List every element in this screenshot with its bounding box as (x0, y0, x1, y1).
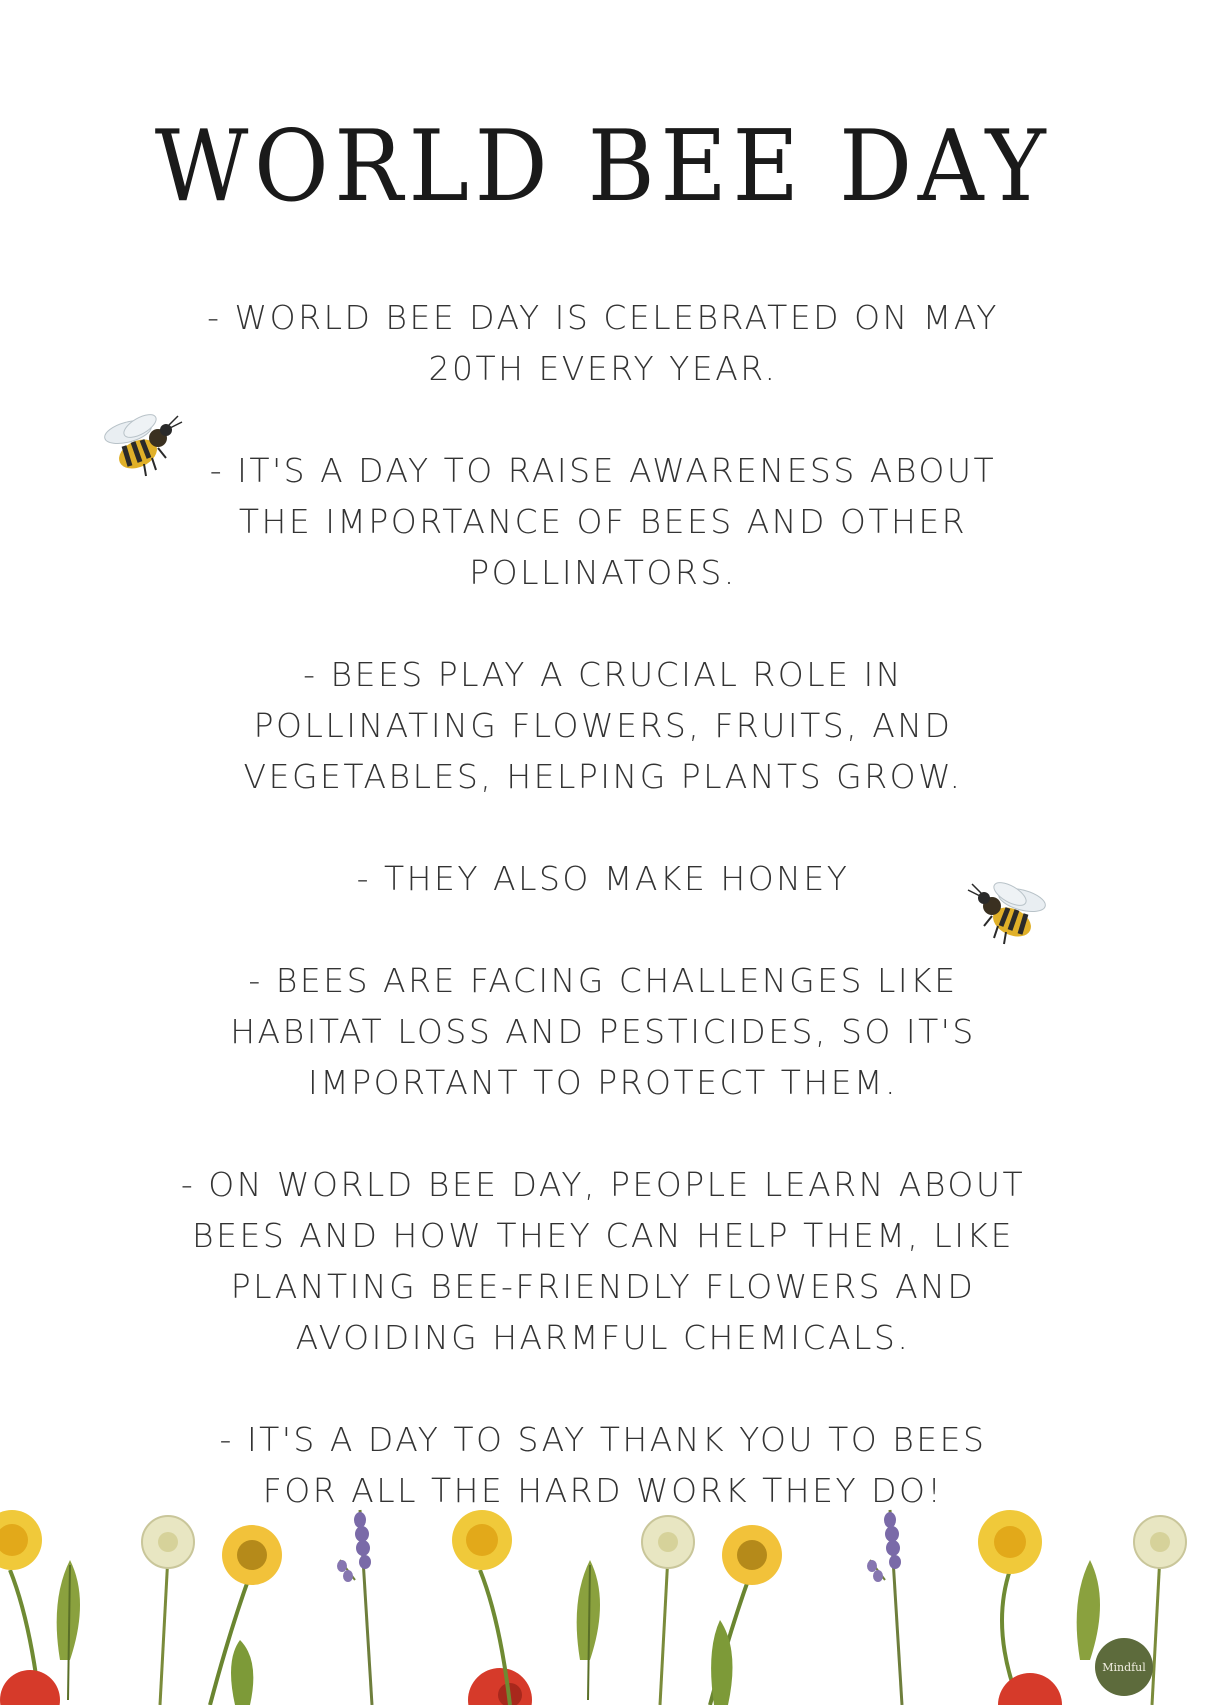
flower-border (0, 1500, 1206, 1705)
brand-badge (1095, 1638, 1153, 1696)
fact-item: - WORLD BEE DAY IS CELEBRATED ON MAY 20TH EVERY YEAR. (207, 298, 999, 388)
fact-item: - THEY ALSO MAKE HONEY (356, 859, 850, 898)
bee-icon (100, 412, 190, 484)
bee-icon (960, 880, 1050, 952)
fact-item: - IT'S A DAY TO RAISE AWARENESS ABOUT THE IMPORTANCE OF BEES AND OTHER POLLINATORS. (209, 451, 997, 592)
fact-list (180, 292, 1026, 1567)
fact-item: - BEES ARE FACING CHALLENGES LIKE HABITAT LOSS AND PESTICIDES, SO IT'S IMPORTANT TO PROTECT THEM. (230, 961, 976, 1102)
page-title: WORLD BEE DAY (154, 110, 1052, 224)
fact-item: - BEES PLAY A CRUCIAL ROLE IN POLLINATING FLOWERS, FRUITS, AND VEGETABLES, HELPING PLANTS GROW. (243, 655, 963, 796)
brand-badge-text: Mindful (1102, 1660, 1146, 1674)
fact-item: - IT'S A DAY TO SAY THANK YOU TO BEES FOR ALL THE HARD WORK THEY DO! (219, 1420, 987, 1510)
fact-item: - ON WORLD BEE DAY, PEOPLE LEARN ABOUT BEES AND HOW THEY CAN HELP THEM, LIKE PLANTING BEE-FRIENDLY FLOWERS AND AVOIDING HARMFUL CHEMICALS. (180, 1165, 1026, 1357)
